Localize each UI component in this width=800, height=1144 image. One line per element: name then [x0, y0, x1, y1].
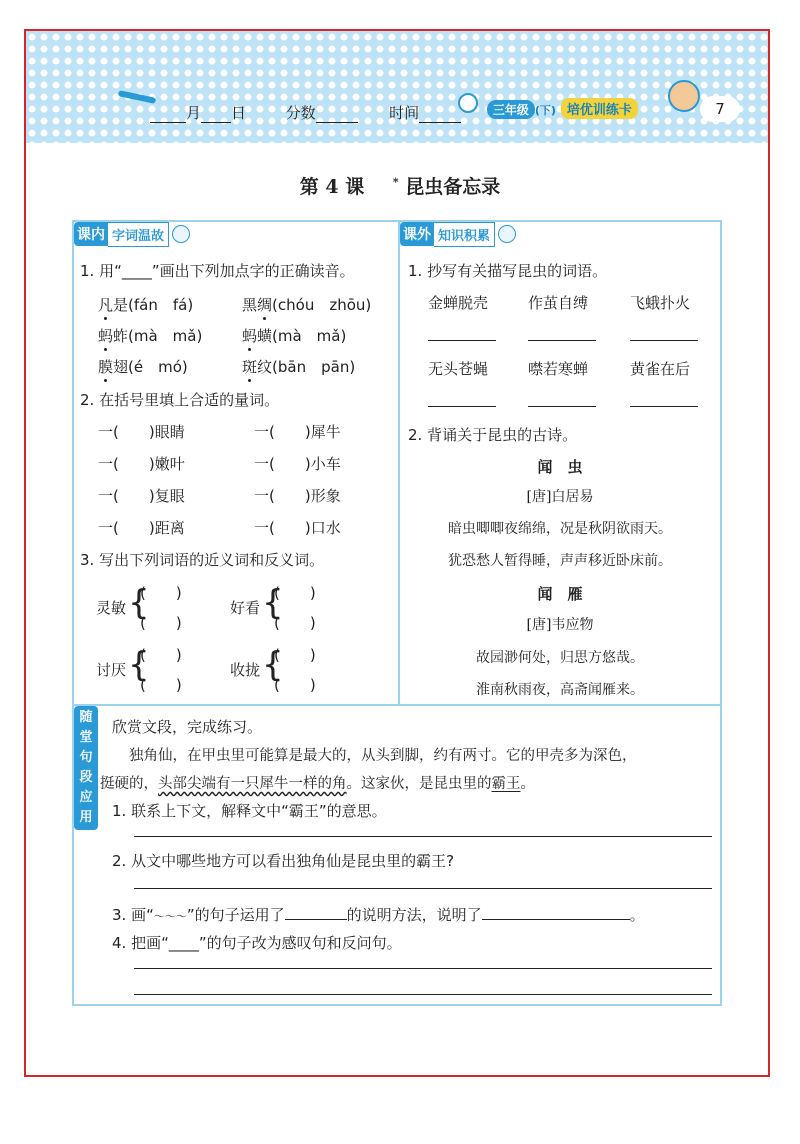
- poem-line: 故园渺何处，归思方悠哉。: [476, 650, 644, 666]
- answer-blank[interactable]: ( ): [140, 646, 182, 664]
- measure-item: 一( )距离: [98, 519, 185, 537]
- idiom-word: 黄雀在后: [630, 360, 691, 378]
- measure-item: 一( )嫩叶: [98, 455, 185, 473]
- extracurricular-tag: [400, 222, 516, 246]
- measure-item: 一( )眼睛: [98, 423, 185, 441]
- answer-line[interactable]: [134, 836, 712, 837]
- smiley-icon: [498, 225, 516, 243]
- q1-item: 黑绸(chóu zhōu): [242, 296, 372, 314]
- left-q1: 1. 用“____”画出下列加点字的正确读音。: [80, 262, 355, 280]
- answer-blank[interactable]: ( ): [140, 614, 182, 632]
- score-label: 分数: [285, 104, 316, 122]
- answer-blank[interactable]: ( ): [274, 614, 316, 632]
- tag-main: 课外: [400, 222, 434, 246]
- copy-line[interactable]: [630, 340, 698, 341]
- brace: {: [128, 583, 150, 623]
- underlined-word: 霸王: [491, 776, 521, 792]
- synonym-word: 收拢: [230, 661, 261, 679]
- tag-sub: 字词温故: [108, 222, 169, 247]
- lesson-star: *: [392, 175, 399, 189]
- right-q1: 1. 抄写有关描写昆虫的词语。: [408, 262, 608, 280]
- answer-blank[interactable]: ( ): [274, 676, 316, 694]
- answer-line[interactable]: [134, 994, 712, 995]
- measure-item: 一( )口水: [254, 519, 341, 537]
- idiom-word: 无头苍蝇: [428, 360, 489, 378]
- lesson-prefix: 第 4 课: [299, 176, 365, 198]
- month-label: 月: [186, 104, 202, 122]
- answer-blank[interactable]: ( ): [274, 584, 316, 602]
- copy-line[interactable]: [528, 340, 596, 341]
- passage-line: 挺硬的，头部尖端有一只犀牛一样的角。这家伙，是昆虫里的霸王。: [100, 776, 535, 792]
- poem-author: [唐]韦应物: [526, 617, 594, 633]
- date-score-row: [150, 102, 461, 123]
- left-q3: 3. 写出下列词语的近义词和反义词。: [80, 551, 325, 569]
- measure-item: 一( )犀牛: [254, 423, 341, 441]
- mascot-icon: [668, 80, 700, 112]
- time-label: 时间: [389, 104, 420, 122]
- lesson-title: [0, 172, 800, 199]
- page-number: 7: [700, 96, 740, 122]
- grade-term: (下): [534, 104, 556, 117]
- brand-title: 培优训练卡: [561, 98, 638, 119]
- synonym-word: 灵敏: [96, 599, 127, 617]
- bottom-q2: 2. 从文中哪些地方可以看出独角仙是昆虫里的霸王?: [112, 852, 455, 870]
- measure-item: 一( )小车: [254, 455, 341, 473]
- copy-line[interactable]: [630, 406, 698, 407]
- in-class-tag: [74, 222, 190, 246]
- poem-title: 闻 雁: [537, 585, 583, 603]
- measure-item: 一( )形象: [254, 487, 341, 505]
- poem-line: 淮南秋雨夜，高斋闻雁来。: [476, 682, 644, 698]
- right-q2: 2. 背诵关于昆虫的古诗。: [408, 426, 578, 444]
- poem-line: 犹恐愁人暂得睡，声声移近卧床前。: [448, 553, 672, 569]
- application-tag: 随 堂 句 段 应 用: [74, 706, 98, 830]
- q1-item: 蚂蚱(mà mǎ): [98, 327, 203, 345]
- poem-line: 暗虫唧唧夜绵绵，况是秋阴欲雨天。: [448, 521, 672, 537]
- answer-blank[interactable]: ( ): [140, 584, 182, 602]
- exercise-intro: 欣赏文段，完成练习。: [112, 718, 263, 736]
- bottom-q4: 4. 把画“____”的句子改为感叹句和反问句。: [112, 934, 402, 952]
- idiom-word: 飞蛾扑火: [630, 294, 691, 312]
- wavy-sentence: 头部尖端有一只犀牛一样的角: [158, 776, 347, 792]
- brace: {: [262, 583, 284, 623]
- smiley-icon: [172, 225, 190, 243]
- poem-author: [唐]白居易: [526, 489, 594, 505]
- q1-item: 斑纹(bān pān): [242, 358, 356, 376]
- copy-line[interactable]: [428, 340, 496, 341]
- answer-line[interactable]: [134, 888, 712, 889]
- q1-item: 凡是(fán fá): [98, 296, 194, 314]
- answer-blank[interactable]: ( ): [274, 646, 316, 664]
- tag-sub: 知识积累: [434, 222, 495, 247]
- q1-item: 膜翅(é mó): [98, 358, 188, 376]
- idiom-word: 噤若寒蝉: [528, 360, 589, 378]
- poem-title: 闻 虫: [537, 458, 583, 476]
- bottom-q3: 3. 画“～～～”的句子运用了 的说明方法，说明了 。: [112, 906, 645, 924]
- brace: {: [128, 645, 150, 685]
- brace: {: [262, 645, 284, 685]
- copy-line[interactable]: [428, 406, 496, 407]
- answer-blank[interactable]: ( ): [140, 676, 182, 694]
- idiom-word: 金蝉脱壳: [428, 294, 489, 312]
- lesson-name: 昆虫备忘录: [405, 176, 501, 198]
- left-q2: 2. 在括号里填上合适的量词。: [80, 391, 280, 409]
- bottom-q1: 1. 联系上下文，解释文中“霸王”的意思。: [112, 802, 387, 820]
- grade-badge: 三年级: [487, 100, 535, 119]
- synonym-word: 好看: [230, 599, 261, 617]
- idiom-word: 作茧自缚: [528, 294, 589, 312]
- brand: [462, 98, 638, 119]
- q1-item: 蚂蟥(mà mǎ): [242, 327, 347, 345]
- measure-item: 一( )复眼: [98, 487, 185, 505]
- passage-line: 独角仙，在甲虫里可能算是最大的，从头到脚，约有两寸。它的甲壳多为深色，: [100, 748, 637, 764]
- tag-main: 课内: [74, 222, 108, 246]
- answer-line[interactable]: [134, 968, 712, 969]
- day-label: 日: [231, 104, 247, 122]
- copy-line[interactable]: [528, 406, 596, 407]
- synonym-word: 讨厌: [96, 661, 127, 679]
